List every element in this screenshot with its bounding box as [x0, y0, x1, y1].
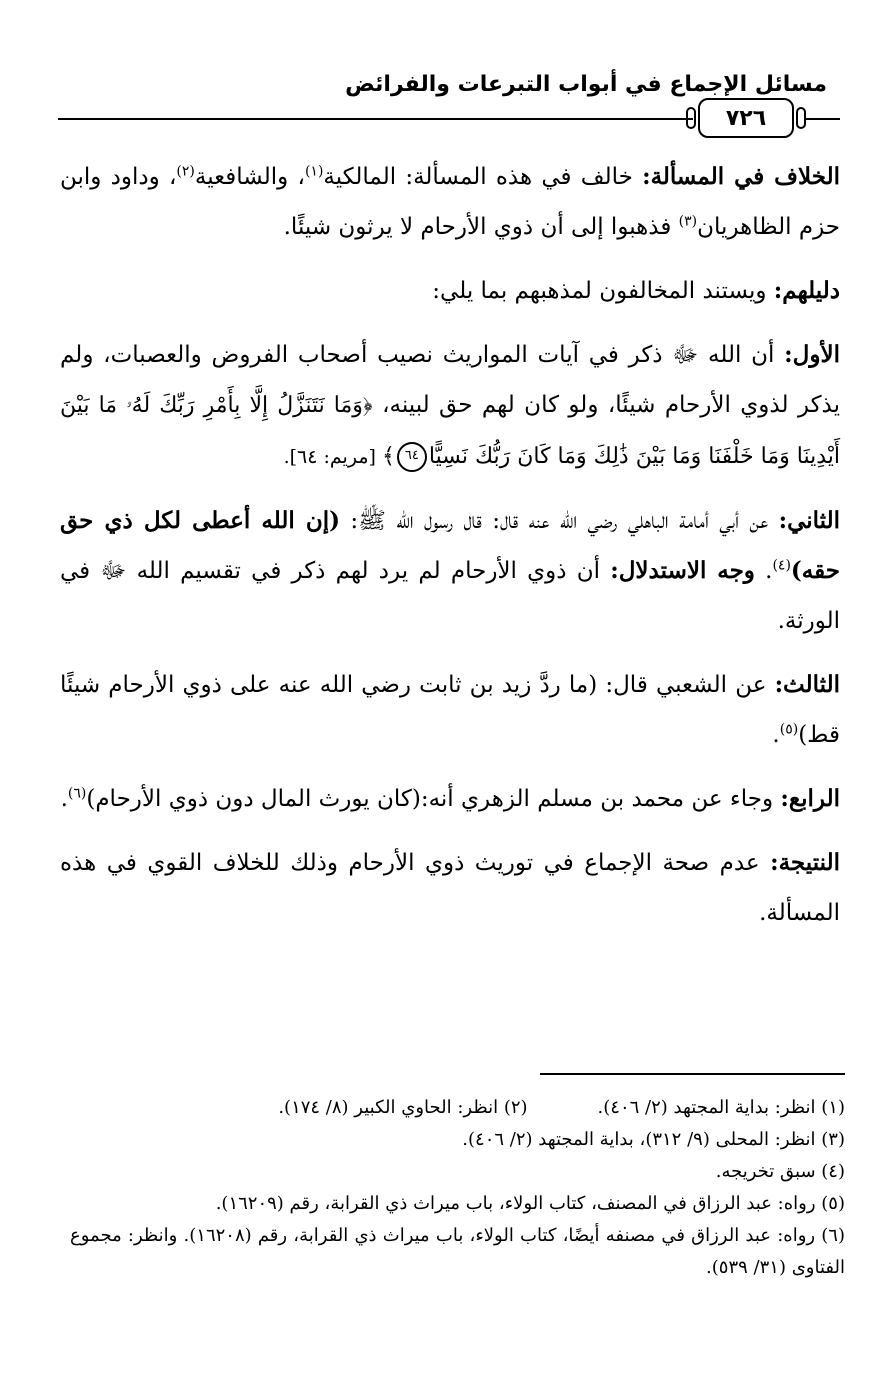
paragraph-result: النتيجة: عدم صحة الإجماع في توريث ذوي الأرحام وذلك للخلاف القوي في هذه المسألة. — [60, 849, 840, 926]
main-text — [60, 152, 840, 952]
hadith-quote: (إن الله أعطى لكل ذي حق حقه) — [60, 507, 840, 584]
page-number: ٧٢٦ — [725, 105, 767, 131]
verse-reference: [مريم: ٦٤]. — [283, 446, 382, 468]
quran-verse: ﴿وَمَا نَتَنَزَّلُ إِلَّا بِأَمْرِ رَبِّكَ لَهُۥ مَا بَيْنَ أَيْدِينَا وَمَا خَلْفَنَا وَمَا بَيْنَ ذَٰلِكَ وَمَا كَانَ رَبُّكَ نَسِيًّا — [60, 393, 840, 469]
footnote-3: (٣) انظر: المحلى (٩/ ٣١٢)، بداية المجتهد (٢/ ٤٠٦). — [462, 1129, 845, 1150]
paragraph-evidence: دليلهم: ويستند المخالفون لمذهبهم بما يلي: — [432, 277, 840, 304]
footnotes — [70, 1092, 845, 1284]
footnote-ref-4: (٤) — [772, 557, 791, 574]
running-title: مسائل الإجماع في أبواب التبرعات والفرائض — [345, 72, 827, 97]
header-rule — [58, 118, 693, 120]
paragraph-disagreement: الخلاف في المسألة: خالف في هذه المسألة: المالكية$^{(١)}$، والشافعية$^{(٢)}$، وداود وابن حزم الظاهريان$^{(٣)}$ فذهبوا إلى أن ذوي الأرحام لا يرثون شيئًا. — [60, 163, 840, 240]
label-third: الثالث: — [774, 671, 840, 698]
footnote-ref-6: (٦) — [67, 785, 87, 802]
footnote-1: (١) انظر: بداية المجتهد (٢/ ٤٠٦). — [597, 1097, 845, 1118]
label-fourth: الرابع: — [780, 785, 840, 812]
paragraph-fourth: الرابع: وجاء عن محمد بن مسلم الزهري أنه:(كان يورث المال دون ذوي الأرحام)$^{(٦)}$. — [60, 785, 840, 812]
footnote-2: (٢) انظر: الحاوي الكبير (٨/ ١٧٤). — [278, 1097, 528, 1118]
paragraph-third: الثالث: عن الشعبي قال: (ما ردَّ زيد بن ثابت رضي الله عنه على ذوي الأرحام شيئًا قط)$^{(٥)}$. — [60, 671, 840, 748]
label-second: الثاني: — [778, 507, 841, 534]
footnote-ref-2: (٢) — [176, 163, 195, 180]
footnote-5: (٥) رواه: عبد الرزاق في المصنف، كتاب الولاء، باب ميراث ذي القرابة، رقم (١٦٢٠٩). — [215, 1193, 845, 1214]
label-result: النتيجة: — [770, 849, 840, 876]
label-first: الأول: — [784, 341, 840, 368]
label-disagreement: الخلاف في المسألة: — [642, 163, 840, 190]
label-inference: وجه الاستدلال: — [610, 557, 755, 584]
footnote-ref-1: (١) — [304, 163, 324, 180]
footnote-line — [70, 1092, 845, 1124]
label-evidence: دليلهم: — [773, 277, 840, 304]
paragraph-second: الثاني: عن أبي أمامة الباهلي رضي الله عنه قال: قال رسول الله ﷺ: (إن الله أعطى لكل ذي حق حقه)$^{(٤)}$. وجه الاستدلال: أن ذوي الأرحام لم يرد لهم ذكر في تقسيم الله ﷻ في الورثة. — [60, 507, 841, 634]
footnote-4: (٤) سبق تخريجه. — [715, 1161, 845, 1182]
footnote-ref-3: (٣) — [678, 213, 698, 230]
page-number-ornament — [698, 98, 794, 138]
footnote-separator — [540, 1073, 845, 1075]
footnote-6: (٦) رواه: عبد الرزاق في مصنفه أيضًا، كتاب الولاء، باب ميراث ذي القرابة، رقم (١٦٢٠٨). وانظر: مجموع الفتاوى (٣١/ ٥٣٩). — [70, 1225, 845, 1278]
footnote-ref-5: (٥) — [779, 721, 799, 738]
paragraph-first: الأول: أن الله ﷻ ذكر في آيات المواريث نصيب أصحاب الفروض والعصبات، ولم يذكر لذوي الأرحام شيئًا، ولو كان لهم حق لبينه، ﴿وَمَا نَتَنَزَّلُ إِلَّا بِأَمْرِ رَبِّكَ لَهُۥ مَا بَيْنَ أَيْدِينَا وَمَا خَلْفَنَا وَمَا بَيْنَ ذَٰلِكَ وَمَا كَانَ رَبُّكَ نَسِيًّا٦٤﴾ [مريم: ٦٤]. — [60, 330, 840, 482]
header-rule-tail — [804, 118, 840, 120]
verse-number-marker: ٦٤ — [397, 442, 427, 472]
